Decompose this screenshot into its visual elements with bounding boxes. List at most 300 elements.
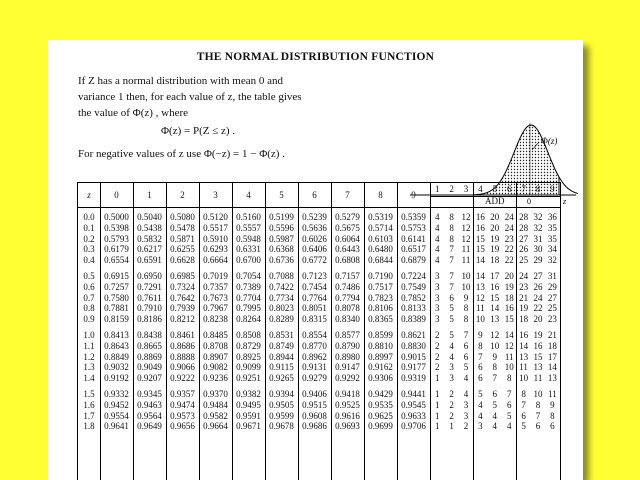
add-value: 10 bbox=[475, 314, 485, 325]
table-value: 0.5987 bbox=[269, 233, 294, 244]
table-value: 0.7224 bbox=[401, 271, 426, 281]
table-value: 0.7190 bbox=[368, 271, 393, 281]
add-value: 13 bbox=[519, 351, 529, 362]
table-value: 0.9147 bbox=[335, 362, 360, 373]
add-value: 16 bbox=[504, 303, 514, 314]
add-value: 4 bbox=[434, 222, 440, 233]
digit-header: 8 bbox=[378, 190, 383, 200]
add-value: 24 bbox=[533, 292, 543, 303]
add-value: 11 bbox=[533, 373, 543, 384]
add-value: 3 bbox=[434, 281, 440, 292]
table-value: 0.9599 bbox=[269, 410, 294, 421]
add-value: 4 bbox=[434, 212, 440, 222]
add-value: 18 bbox=[547, 340, 557, 351]
add-value: 14 bbox=[475, 255, 485, 266]
add-value: 7 bbox=[506, 389, 512, 399]
add-value: 9 bbox=[550, 399, 555, 410]
add-value: 16 bbox=[475, 212, 485, 222]
add-value: 18 bbox=[519, 314, 529, 325]
add-value: 15 bbox=[475, 233, 485, 244]
table-value: 0.7517 bbox=[368, 281, 393, 292]
table-value: 0.9686 bbox=[302, 421, 327, 432]
add-value: 18 bbox=[490, 255, 500, 266]
table-value: 0.7611 bbox=[137, 292, 162, 303]
add-value: 2 bbox=[463, 421, 469, 432]
add-value: 6 bbox=[449, 292, 454, 303]
z-value: 1.3 bbox=[83, 362, 95, 373]
add-value: 1 bbox=[434, 373, 440, 384]
add-value: 2 bbox=[434, 362, 440, 373]
table-value: 0.6480 bbox=[368, 244, 393, 255]
table-value: 0.9394 bbox=[269, 389, 294, 399]
table-value: 0.5080 bbox=[170, 212, 195, 222]
add-value: 8 bbox=[492, 362, 498, 373]
table-value: 0.7422 bbox=[269, 281, 294, 292]
add-value: 15 bbox=[475, 244, 485, 255]
table-value: 0.8599 bbox=[368, 330, 393, 340]
add-value: 10 bbox=[461, 271, 471, 281]
digit-header: 6 bbox=[312, 190, 317, 200]
table-value: 0.8708 bbox=[203, 340, 228, 351]
add-value: 17 bbox=[547, 351, 557, 362]
z-value: 0.1 bbox=[83, 222, 95, 233]
add-value: 13 bbox=[475, 281, 485, 292]
add-number-header: 7 bbox=[521, 184, 526, 194]
add-value: 21 bbox=[519, 292, 529, 303]
table-value: 0.7580 bbox=[104, 292, 129, 303]
add-value: 5 bbox=[449, 330, 454, 340]
table-value: 0.9656 bbox=[170, 421, 195, 432]
table-value: 0.8925 bbox=[236, 351, 261, 362]
table-value: 0.6772 bbox=[302, 255, 327, 266]
table-value: 0.9032 bbox=[104, 362, 129, 373]
table-value: 0.9162 bbox=[368, 362, 393, 373]
z-value: 0.4 bbox=[83, 255, 95, 266]
add-value: 14 bbox=[504, 330, 514, 340]
table-value: 0.6517 bbox=[401, 244, 426, 255]
table-value: 0.9525 bbox=[335, 399, 360, 410]
digit-header: 1 bbox=[147, 190, 152, 200]
curve-label: Φ(z) bbox=[541, 136, 558, 146]
add-value: 8 bbox=[478, 340, 483, 351]
table-value: 0.5793 bbox=[104, 233, 129, 244]
table-value: 0.8907 bbox=[203, 351, 228, 362]
add-value: 19 bbox=[533, 330, 543, 340]
table-value: 0.7852 bbox=[401, 292, 426, 303]
add-value: 1 bbox=[449, 421, 454, 432]
table-value: 0.6026 bbox=[302, 233, 327, 244]
table-value: 0.7389 bbox=[236, 281, 261, 292]
z-value: 1.2 bbox=[83, 351, 95, 362]
add-value: 9 bbox=[492, 351, 498, 362]
z-value: 1.0 bbox=[83, 330, 95, 340]
table-value: 0.7642 bbox=[170, 292, 195, 303]
add-value: 12 bbox=[461, 212, 471, 222]
table-value: 0.6628 bbox=[170, 255, 195, 266]
add-value: 14 bbox=[490, 303, 500, 314]
add-value: 4 bbox=[478, 399, 483, 410]
phi-formula: Φ(z) = P(Z ≤ z) . bbox=[161, 125, 236, 137]
table-value: 0.7123 bbox=[302, 271, 327, 281]
add-label: ADD bbox=[485, 196, 505, 206]
add-value: 5 bbox=[521, 421, 526, 432]
add-value: 7 bbox=[535, 410, 541, 421]
add-number-header: 9 bbox=[550, 184, 555, 194]
add-value: 28 bbox=[519, 222, 529, 233]
add-value: 5 bbox=[506, 410, 512, 421]
table-value: 0.9699 bbox=[368, 421, 393, 432]
table-value: 0.9370 bbox=[203, 389, 228, 399]
table-value: 0.9452 bbox=[104, 399, 129, 410]
table-value: 0.9015 bbox=[401, 351, 426, 362]
header-divider bbox=[78, 207, 560, 208]
table-value: 0.6179 bbox=[104, 244, 129, 255]
add-value: 6 bbox=[506, 399, 512, 410]
add-value: 8 bbox=[449, 233, 454, 244]
add-number-header: 6 bbox=[506, 184, 512, 194]
add-value: 32 bbox=[547, 255, 557, 266]
add-value: 6 bbox=[463, 340, 469, 351]
add-value: 24 bbox=[504, 222, 514, 233]
add-value: 7 bbox=[521, 399, 526, 410]
table-value: 0.6141 bbox=[401, 233, 426, 244]
table-value: 0.7257 bbox=[104, 281, 129, 292]
add-value: 3 bbox=[449, 373, 454, 384]
add-value: 3 bbox=[478, 421, 483, 432]
intro-line-3: the value of Φ(z) , where bbox=[78, 107, 189, 119]
table-value: 0.7054 bbox=[236, 271, 261, 281]
add-value: 12 bbox=[461, 233, 471, 244]
add-value: 32 bbox=[533, 212, 543, 222]
add-value: 8 bbox=[463, 314, 469, 325]
add-value: 5 bbox=[449, 314, 454, 325]
table-value: 0.9192 bbox=[104, 373, 129, 384]
table-value: 0.8389 bbox=[401, 314, 426, 325]
add-value: 6 bbox=[463, 351, 469, 362]
table-value: 0.8508 bbox=[236, 330, 261, 340]
table-value: 0.8849 bbox=[104, 351, 129, 362]
table-value: 0.5596 bbox=[269, 222, 294, 233]
table-value: 0.9265 bbox=[269, 373, 294, 384]
add-value: 12 bbox=[475, 292, 485, 303]
table-value: 0.9564 bbox=[137, 410, 162, 421]
table-value: 0.8078 bbox=[335, 303, 360, 314]
digit-header: 2 bbox=[180, 190, 185, 200]
add-value: 4 bbox=[434, 255, 440, 266]
z-value: 0.2 bbox=[83, 233, 95, 244]
add-value: 3 bbox=[434, 314, 440, 325]
table-value: 0.6879 bbox=[401, 255, 426, 266]
table-value: 0.9222 bbox=[170, 373, 195, 384]
add-value: 11 bbox=[461, 244, 471, 255]
table-value: 0.8133 bbox=[401, 303, 426, 314]
table-value: 0.5359 bbox=[401, 212, 426, 222]
add-value: 25 bbox=[519, 255, 529, 266]
z-value: 1.8 bbox=[83, 421, 95, 432]
add-value: 8 bbox=[550, 410, 555, 421]
add-value: 12 bbox=[504, 340, 514, 351]
table-value: 0.9633 bbox=[401, 410, 426, 421]
table-value: 0.5438 bbox=[137, 222, 162, 233]
digit-header: 0 bbox=[114, 190, 119, 200]
add-value: 2 bbox=[434, 330, 440, 340]
table-value: 0.7673 bbox=[203, 292, 228, 303]
add-value: 14 bbox=[519, 340, 529, 351]
axis-zero-label: 0 bbox=[527, 197, 531, 206]
add-value: 7 bbox=[478, 351, 483, 362]
table-value: 0.8264 bbox=[236, 314, 261, 325]
add-value: 4 bbox=[463, 389, 469, 399]
table-value: 0.7549 bbox=[401, 281, 426, 292]
table-value: 0.5319 bbox=[368, 212, 393, 222]
table-value: 0.8577 bbox=[335, 330, 360, 340]
table-value: 0.9664 bbox=[203, 421, 228, 432]
table-value: 0.8186 bbox=[137, 314, 162, 325]
table-value: 0.8686 bbox=[170, 340, 195, 351]
table-value: 0.8790 bbox=[335, 340, 360, 351]
negative-values-note: For negative values of z use Φ(−z) = 1 − Φ(z) . bbox=[78, 148, 285, 160]
table-value: 0.6844 bbox=[368, 255, 393, 266]
add-value: 13 bbox=[547, 373, 557, 384]
add-value: 11 bbox=[519, 362, 528, 373]
table-value: 0.8944 bbox=[269, 351, 294, 362]
table-value: 0.5478 bbox=[170, 222, 195, 233]
table-value: 0.5040 bbox=[137, 212, 162, 222]
add-value: 32 bbox=[533, 222, 543, 233]
table-value: 0.8438 bbox=[137, 330, 162, 340]
add-value: 11 bbox=[548, 389, 557, 399]
table-value: 0.8869 bbox=[137, 351, 162, 362]
table-value: 0.9357 bbox=[170, 389, 195, 399]
table-value: 0.9591 bbox=[236, 410, 261, 421]
table-value: 0.7995 bbox=[236, 303, 261, 314]
table-value: 0.5160 bbox=[236, 212, 261, 222]
table-value: 0.8159 bbox=[104, 314, 129, 325]
add-value: 14 bbox=[547, 362, 557, 373]
add-value: 16 bbox=[475, 222, 485, 233]
table-value: 0.7324 bbox=[170, 281, 195, 292]
add-value: 7 bbox=[492, 373, 498, 384]
add-value: 23 bbox=[504, 233, 514, 244]
intro-line-2: variance 1 then, for each value of z, the table gives bbox=[78, 91, 302, 103]
add-value: 5 bbox=[449, 303, 454, 314]
table-value: 0.7881 bbox=[104, 303, 129, 314]
z-value: 0.7 bbox=[83, 292, 95, 303]
table-value: 0.8621 bbox=[401, 330, 426, 340]
table-value: 0.7823 bbox=[368, 292, 393, 303]
add-value: 4 bbox=[434, 233, 440, 244]
z-value: 1.1 bbox=[83, 340, 95, 351]
add-value: 11 bbox=[461, 255, 471, 266]
table-value: 0.9678 bbox=[269, 421, 294, 432]
table-value: 0.8810 bbox=[368, 340, 393, 351]
add-value: 34 bbox=[547, 244, 557, 255]
table-value: 0.9099 bbox=[236, 362, 261, 373]
digit-header: 5 bbox=[279, 190, 284, 200]
table-value: 0.8665 bbox=[137, 340, 162, 351]
add-value: 20 bbox=[533, 314, 543, 325]
table-value: 0.7088 bbox=[269, 271, 294, 281]
table-value: 0.6808 bbox=[335, 255, 360, 266]
table-value: 0.6293 bbox=[203, 244, 228, 255]
add-value: 10 bbox=[519, 373, 529, 384]
table-value: 0.7734 bbox=[269, 292, 294, 303]
add-value: 19 bbox=[519, 303, 529, 314]
add-value: 10 bbox=[490, 340, 500, 351]
add-value: 9 bbox=[463, 292, 469, 303]
add-value: 7 bbox=[449, 281, 454, 292]
table-value: 0.7019 bbox=[203, 271, 228, 281]
add-value: 4 bbox=[449, 351, 454, 362]
table-value: 0.9641 bbox=[104, 421, 129, 432]
add-value: 10 bbox=[533, 389, 543, 399]
add-value: 31 bbox=[533, 233, 543, 244]
table-value: 0.9554 bbox=[104, 410, 129, 421]
table-value: 0.9115 bbox=[269, 362, 294, 373]
table-value: 0.7939 bbox=[170, 303, 195, 314]
table-value: 0.9495 bbox=[236, 399, 261, 410]
table-value: 0.8023 bbox=[269, 303, 294, 314]
add-value: 6 bbox=[535, 421, 541, 432]
table-value: 0.9082 bbox=[203, 362, 228, 373]
add-value: 8 bbox=[521, 389, 526, 399]
add-value: 28 bbox=[519, 212, 529, 222]
add-value: 27 bbox=[547, 292, 557, 303]
table-value: 0.8888 bbox=[170, 351, 195, 362]
table-value: 0.7486 bbox=[335, 281, 360, 292]
table-value: 0.8749 bbox=[269, 340, 294, 351]
table-value: 0.6985 bbox=[170, 271, 195, 281]
normal-distribution-table bbox=[77, 182, 561, 480]
add-value: 19 bbox=[490, 244, 500, 255]
table-value: 0.6368 bbox=[269, 244, 294, 255]
table-value: 0.6443 bbox=[335, 244, 360, 255]
table-value: 0.7967 bbox=[203, 303, 228, 314]
add-value: 4 bbox=[434, 244, 440, 255]
add-value: 5 bbox=[478, 389, 483, 399]
z-value: 0.5 bbox=[83, 271, 95, 281]
add-value: 22 bbox=[504, 244, 514, 255]
add-value: 2 bbox=[434, 340, 440, 351]
add-number-header: 3 bbox=[463, 184, 469, 194]
table-value: 0.8461 bbox=[170, 330, 195, 340]
table-value: 0.9671 bbox=[236, 421, 261, 432]
table-value: 0.8051 bbox=[302, 303, 327, 314]
table-value: 0.6554 bbox=[104, 255, 129, 266]
table-value: 0.8212 bbox=[170, 314, 195, 325]
add-number-header: 5 bbox=[492, 184, 498, 194]
add-value: 3 bbox=[463, 410, 469, 421]
table-value: 0.5120 bbox=[203, 212, 228, 222]
add-value: 11 bbox=[504, 351, 514, 362]
table-value: 0.6736 bbox=[269, 255, 294, 266]
add-number-header: 4 bbox=[478, 184, 483, 194]
table-value: 0.8554 bbox=[302, 330, 327, 340]
add-value: 7 bbox=[449, 255, 454, 266]
table-value: 0.8365 bbox=[368, 314, 393, 325]
table-value: 0.9418 bbox=[335, 389, 360, 399]
table-value: 0.5948 bbox=[236, 233, 261, 244]
table-sheet bbox=[48, 40, 583, 480]
table-value: 0.8106 bbox=[368, 303, 393, 314]
add-value: 3 bbox=[463, 399, 469, 410]
add-number-header: 8 bbox=[535, 184, 541, 194]
table-value: 0.9625 bbox=[368, 410, 393, 421]
add-value: 20 bbox=[490, 222, 500, 233]
add-value: 8 bbox=[506, 373, 512, 384]
z-value: 0.8 bbox=[83, 303, 95, 314]
table-value: 0.9251 bbox=[236, 373, 261, 384]
add-value: 7 bbox=[463, 330, 469, 340]
table-value: 0.5871 bbox=[170, 233, 195, 244]
table-value: 0.9177 bbox=[401, 362, 426, 373]
add-value: 11 bbox=[476, 303, 485, 314]
table-value: 0.5398 bbox=[104, 222, 129, 233]
add-value: 19 bbox=[504, 281, 514, 292]
table-value: 0.5199 bbox=[269, 212, 294, 222]
table-value: 0.9406 bbox=[302, 389, 327, 399]
add-value: 4 bbox=[449, 340, 454, 351]
table-value: 0.5753 bbox=[401, 222, 426, 233]
add-value: 19 bbox=[490, 233, 500, 244]
z-value: 1.6 bbox=[83, 399, 95, 410]
table-value: 0.6255 bbox=[170, 244, 195, 255]
add-value: 15 bbox=[490, 292, 500, 303]
digit-header: 4 bbox=[246, 190, 251, 200]
add-value: 16 bbox=[519, 330, 529, 340]
add-value: 18 bbox=[504, 292, 514, 303]
table-value: 0.6103 bbox=[368, 233, 393, 244]
table-value: 0.9649 bbox=[137, 421, 162, 432]
add-value: 29 bbox=[547, 281, 557, 292]
add-value: 10 bbox=[504, 362, 514, 373]
add-value: 24 bbox=[504, 212, 514, 222]
table-value: 0.9049 bbox=[137, 362, 162, 373]
add-value: 16 bbox=[533, 340, 543, 351]
add-value: 4 bbox=[463, 373, 469, 384]
add-value: 6 bbox=[478, 373, 483, 384]
table-value: 0.9382 bbox=[236, 389, 261, 399]
page-title: THE NORMAL DISTRIBUTION FUNCTION bbox=[196, 51, 435, 63]
z-value: 0.0 bbox=[83, 212, 95, 222]
table-value: 0.6664 bbox=[203, 255, 228, 266]
add-value: 23 bbox=[547, 314, 557, 325]
add-value: 16 bbox=[490, 281, 500, 292]
table-value: 0.9319 bbox=[401, 373, 426, 384]
add-value: 22 bbox=[504, 255, 514, 266]
add-value: 20 bbox=[490, 212, 500, 222]
add-value: 21 bbox=[547, 330, 557, 340]
add-value: 3 bbox=[449, 362, 454, 373]
add-value: 30 bbox=[533, 244, 543, 255]
add-value: 8 bbox=[535, 399, 541, 410]
add-value: 6 bbox=[492, 389, 498, 399]
add-value: 25 bbox=[547, 303, 557, 314]
z-value: 1.5 bbox=[83, 389, 95, 399]
add-value: 3 bbox=[434, 292, 440, 303]
add-value: 3 bbox=[434, 271, 440, 281]
table-value: 0.9236 bbox=[203, 373, 228, 384]
add-value: 12 bbox=[461, 222, 471, 233]
table-value: 0.6950 bbox=[137, 271, 162, 281]
table-value: 0.8238 bbox=[203, 314, 228, 325]
table-value: 0.8643 bbox=[104, 340, 129, 351]
table-value: 0.5517 bbox=[203, 222, 228, 233]
table-value: 0.5000 bbox=[104, 212, 129, 222]
table-value: 0.8770 bbox=[302, 340, 327, 351]
z-value: 1.4 bbox=[83, 373, 95, 384]
table-value: 0.9545 bbox=[401, 399, 426, 410]
